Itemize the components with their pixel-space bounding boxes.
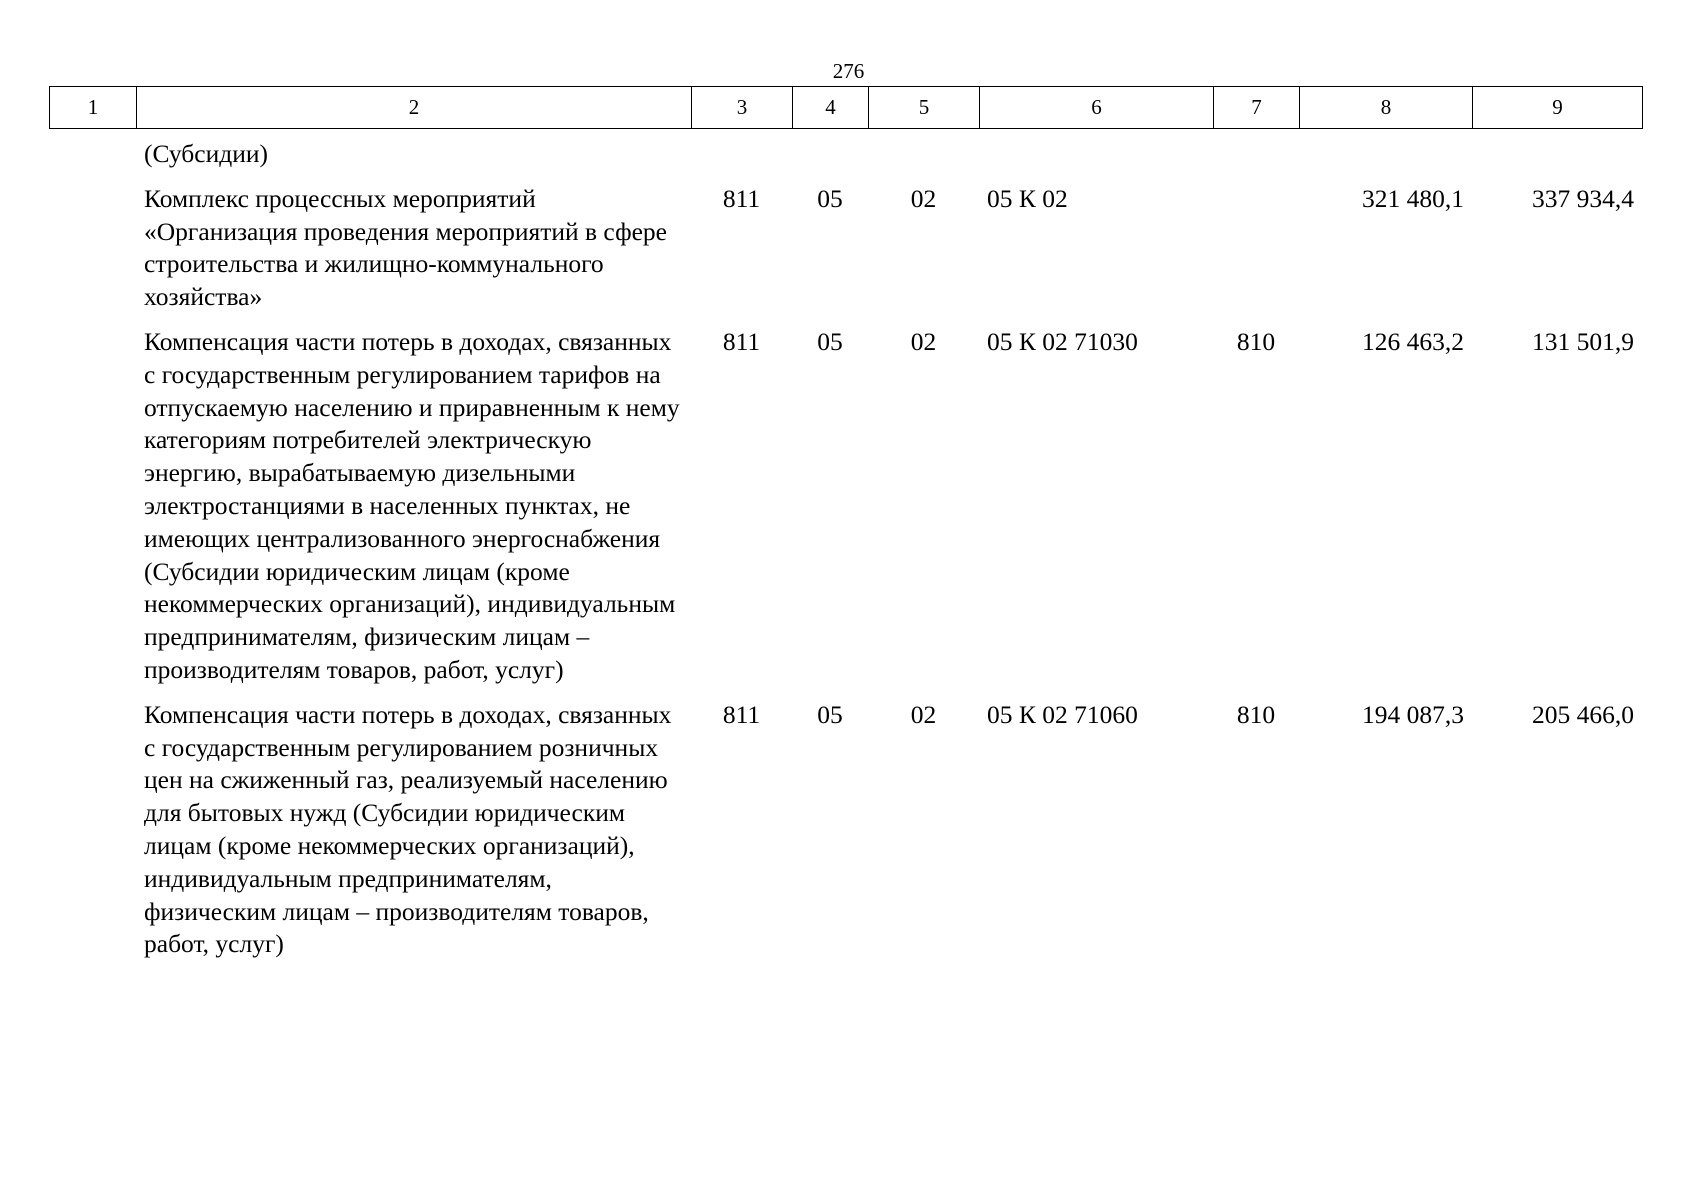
column-number-5: 5 (869, 87, 980, 129)
row-section: 05 (817, 183, 843, 213)
row-target-code: 05 К 02 71030 (987, 326, 1138, 356)
row-amount-col9 (1472, 134, 1642, 171)
column-number-7: 7 (1214, 87, 1300, 129)
row-expense-type (1213, 134, 1299, 171)
row-name: (Субсидии) (144, 139, 268, 168)
column-number-8: 8 (1300, 87, 1473, 129)
row-amount-col8 (1299, 134, 1472, 171)
row-subsection: 02 (910, 183, 937, 213)
column-number-2: 2 (137, 87, 692, 129)
row-expense-type: 810 (1236, 326, 1276, 356)
row-section (792, 134, 868, 171)
row-amount-col8: 126 463,2 (1362, 326, 1464, 356)
row-target-code: 05 К 02 71060 (987, 699, 1138, 729)
column-number-9: 9 (1473, 87, 1643, 129)
column-number-6: 6 (980, 87, 1214, 129)
row-amount-col9: 205 466,0 (1532, 699, 1634, 729)
row-admin-code: 811 (722, 699, 761, 729)
column-number-1: 1 (50, 87, 137, 129)
table-row (49, 171, 1642, 314)
row-expense-type: 810 (1236, 699, 1276, 729)
row-amount-col8: 194 087,3 (1362, 699, 1464, 729)
page-number: 276 (832, 59, 865, 83)
table-row (49, 687, 1642, 961)
row-section: 05 (817, 326, 843, 356)
row-target-code (979, 134, 1213, 171)
column-number-4: 4 (793, 87, 869, 129)
row-name: Комплекс процессных мероприятий «Организация проведения мероприятий в сфере строительства и жилищно-коммунального хозяйства» (144, 183, 667, 312)
table-row (49, 314, 1642, 687)
column-number-header (49, 86, 1643, 129)
row-section: 05 (817, 699, 843, 729)
column-number-row (50, 87, 1643, 129)
row-subsection: 02 (910, 326, 937, 356)
row-admin-code (691, 134, 792, 171)
row-subsection (868, 134, 979, 171)
table-row (49, 134, 1642, 171)
column-number-3: 3 (692, 87, 793, 129)
row-subsection: 02 (910, 699, 937, 729)
row-admin-code: 811 (722, 183, 761, 213)
row-name: Компенсация части потерь в доходах, связанных с государственным регулированием тарифов на отпускаемую населению и приравненным к нему категориям потребителей электрическую энергию, вырабатываемую дизельными электростанциями в населенных пунктах, не имеющих централизованного энергоснабжения (Субсидии юридическим лицам (кроме некоммерческих организаций), индивидуальным предпринимателям, физическим лицам – производителям товаров, работ, услуг) (144, 326, 680, 684)
row-expense-type (1213, 171, 1299, 314)
row-amount-col9: 337 934,4 (1532, 183, 1634, 213)
row-admin-code: 811 (722, 326, 761, 356)
row-target-code: 05 К 02 (987, 183, 1068, 213)
row-amount-col9: 131 501,9 (1532, 326, 1634, 356)
budget-table (49, 134, 1642, 961)
row-amount-col8: 321 480,1 (1362, 183, 1464, 213)
row-name: Компенсация части потерь в доходах, связанных с государственным регулированием розничных цен на сжиженный газ, реализуемый населению для бытовых нужд (Субсидии юридическим лицам (кроме некоммерческих организаций), индивидуальным предпринимателям, физическим лицам – производителям товаров, работ, услуг) (144, 699, 672, 959)
